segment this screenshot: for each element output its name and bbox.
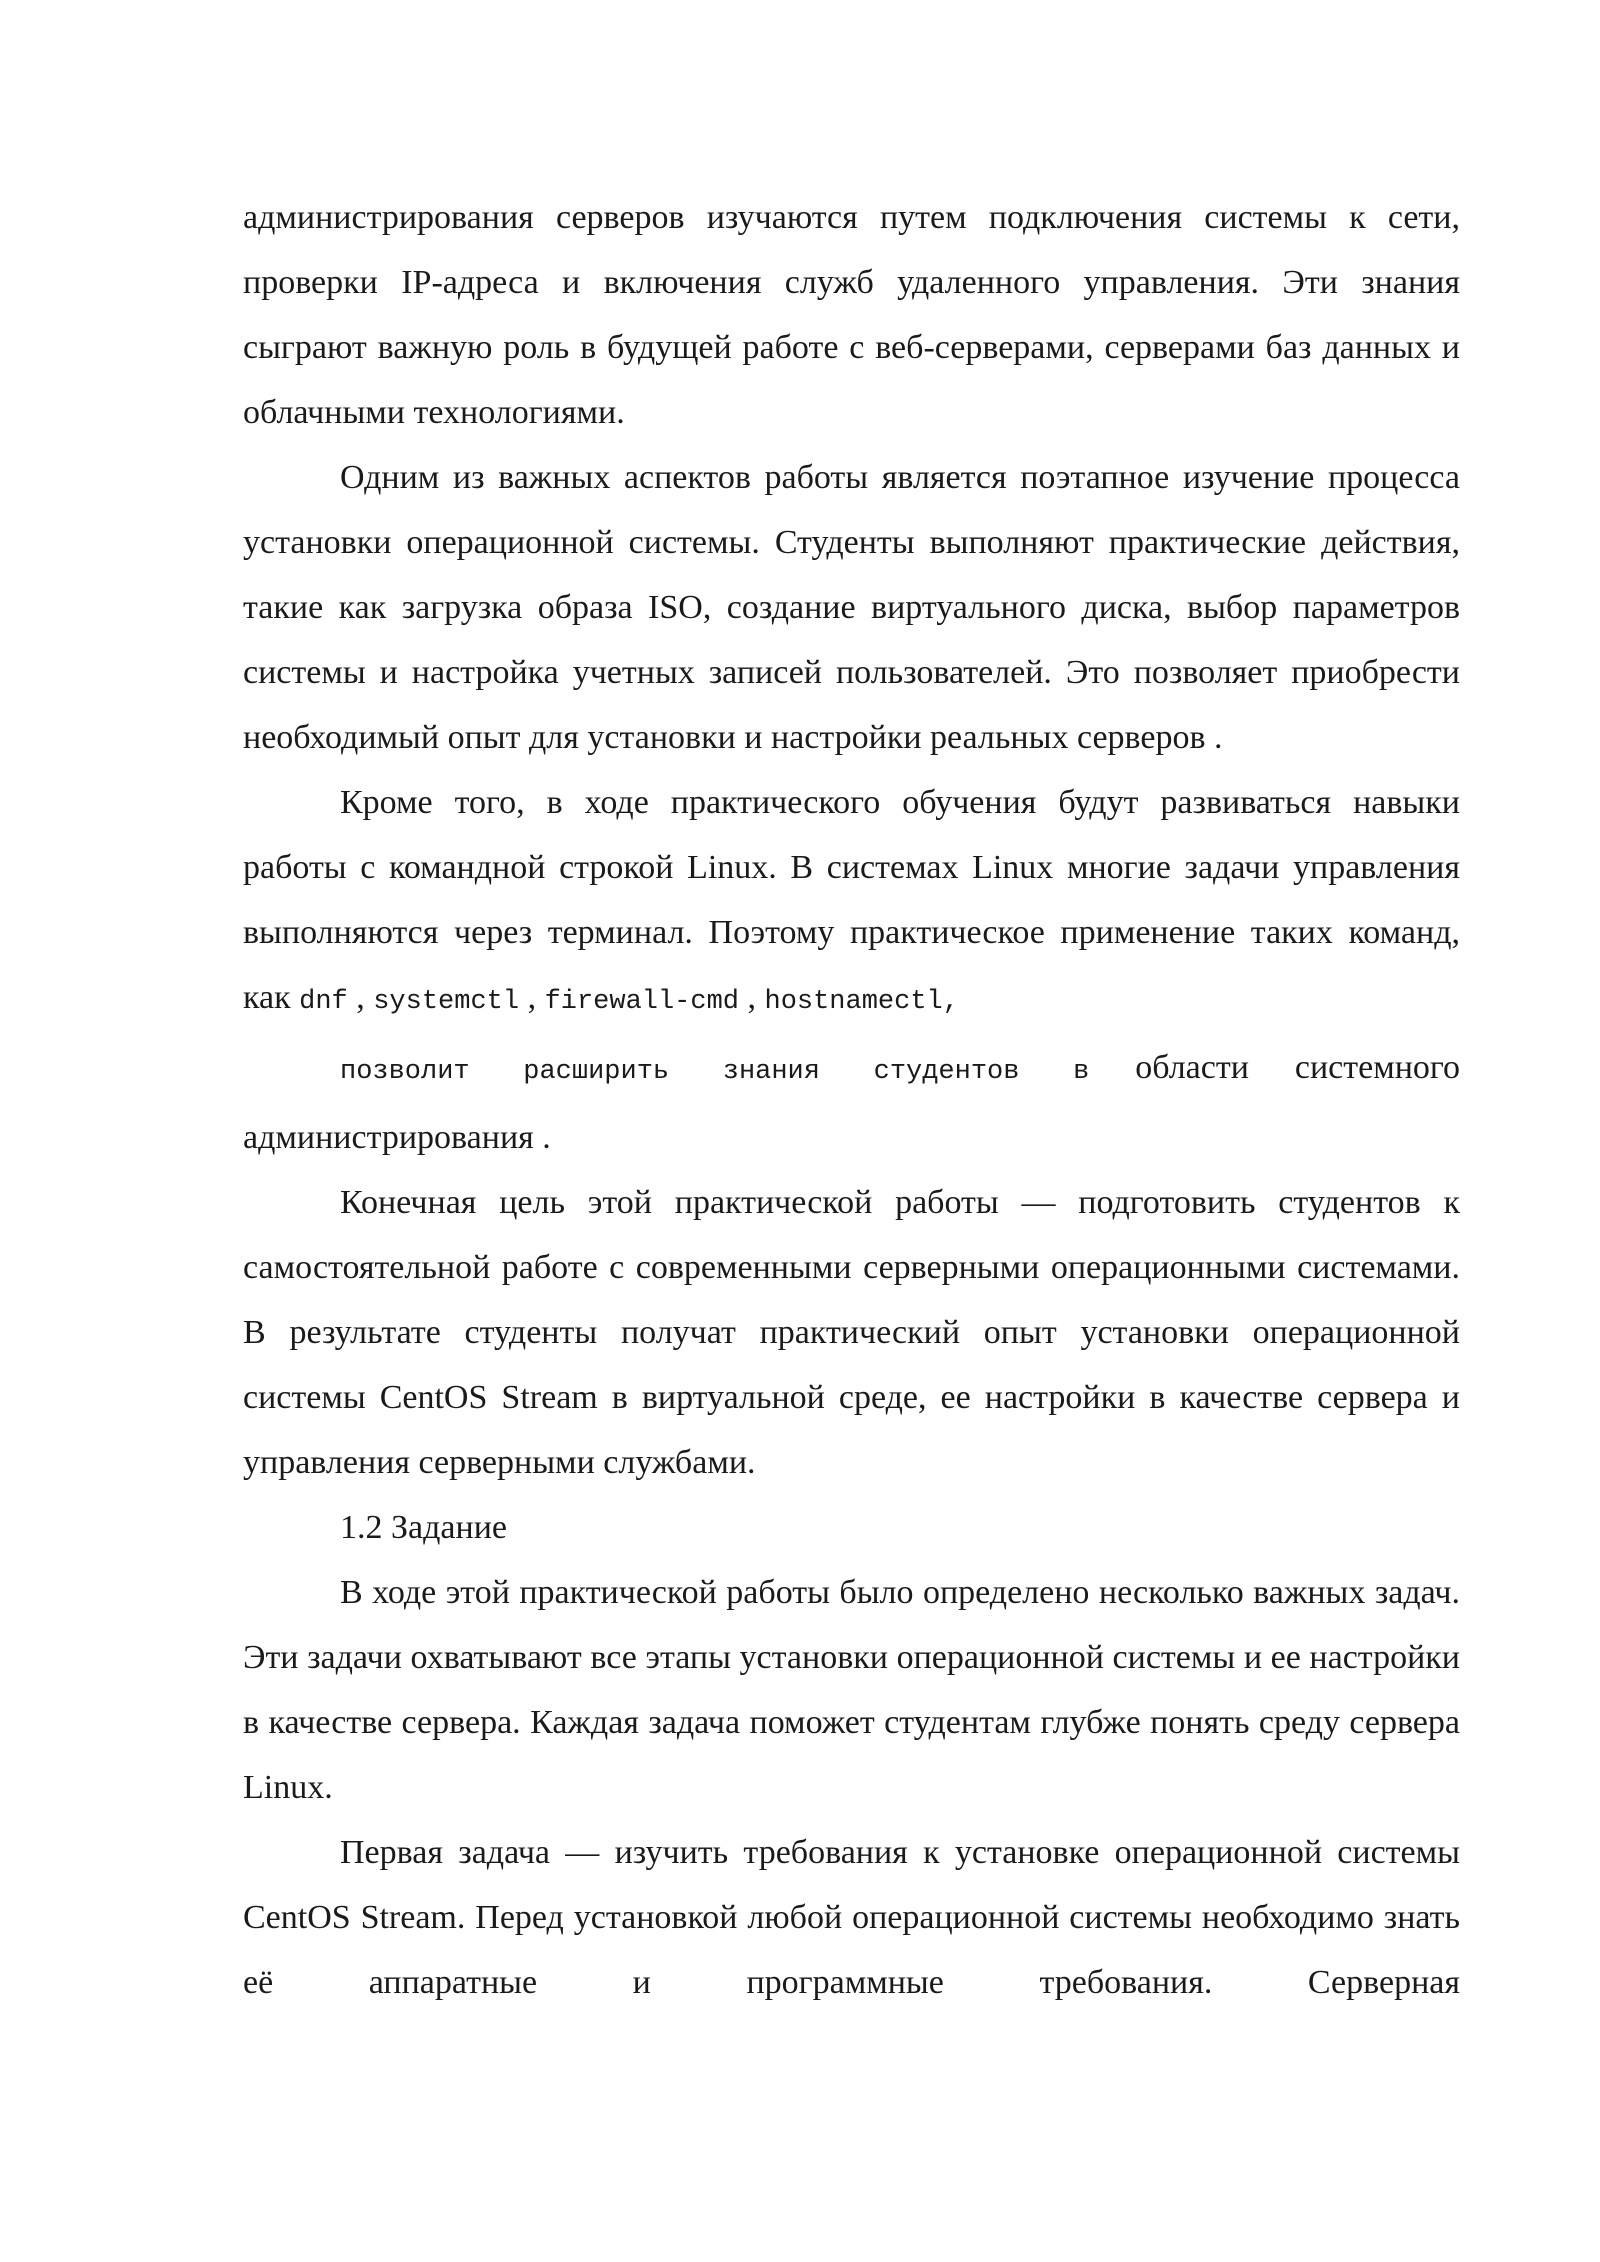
document-page	[243, 185, 1460, 2015]
paragraph-2: Одним из важных аспектов работы является поэтапное изучение процесса установки операционной системы. Студенты выполняют практические действия, такие как загрузка образа ISO, создание виртуального диска, выбор параметров системы и настройка учетных записей пользователей. Это позволяет приобрести необходимый опыт для установки и настройки реальных серверов .	[243, 459, 1460, 756]
command-hostnamectl: hostnamectl,	[764, 987, 959, 1017]
separator: ,	[347, 979, 374, 1016]
command-firewall-cmd: firewall-cmd	[544, 987, 739, 1017]
paragraph-4: Конечная цель этой практической работы — подготовить студентов к самостоятельной работе с современными серверными операционными системами. В результате студенты получат практический опыт установки операционной системы CentOS Stream в виртуальной среде, ее настройки в качестве сервера и управления серверными службами.	[243, 1184, 1460, 1481]
separator: ,	[739, 979, 765, 1016]
section-heading: 1.2 Задание	[340, 1509, 507, 1546]
paragraph-3-text: Кроме того, в ходе практического обучения будут развиваться навыки работы с командной строкой Linux. В системах Linux многие задачи управления выполняются через терминал. Поэтому практическое применение таких команд, как	[243, 784, 1460, 1016]
separator: ,	[519, 979, 545, 1016]
serif-words: области системного	[1089, 1049, 1461, 1086]
justified-line	[243, 1035, 1460, 1105]
paragraph-1: администрирования серверов изучаются путем подключения системы к сети, проверки IP-адреса и включения служб удаленного управления. Эти знания сыграют важную роль в будущей работе с веб-серверами, серверами баз данных и облачными технологиями.	[243, 199, 1460, 431]
mono-words: позволит расширить знания студентов в	[340, 1057, 1090, 1087]
command-systemctl: systemctl	[373, 987, 520, 1017]
paragraph-6: Первая задача — изучить требования к установке операционной системы CentOS Stream. Перед установкой любой операционной системы необходимо знать её аппаратные и программные требования. Серверная	[243, 1834, 1460, 2001]
command-dnf: dnf	[299, 987, 348, 1017]
paragraph-3	[243, 770, 1460, 1170]
paragraph-5: В ходе этой практической работы было определено несколько важных задач. Эти задачи охватывают все этапы установки операционной системы и ее настройки в качестве сервера. Каждая задача поможет студентам глубже понять среду сервера Linux.	[243, 1574, 1460, 1806]
paragraph-3-end: администрирования .	[243, 1119, 551, 1156]
